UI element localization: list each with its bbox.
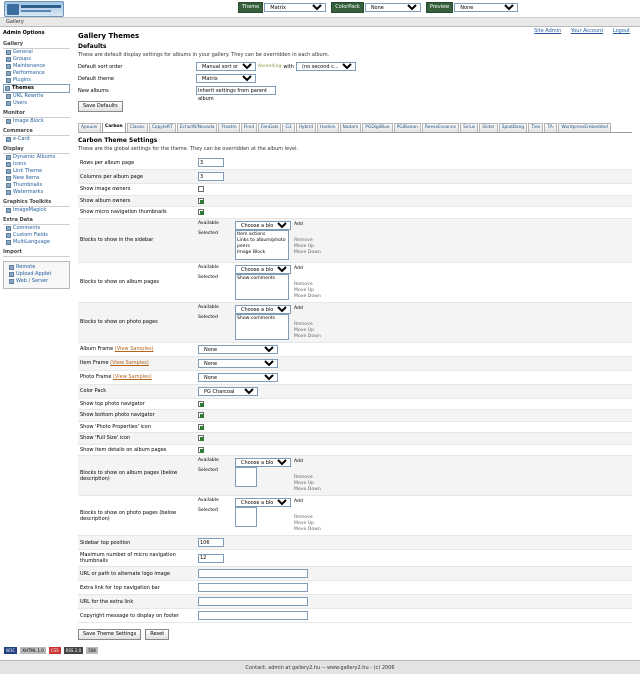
defaults-help: These are default display settings for albums in your gallery. They can be overridden in each album. xyxy=(78,52,330,58)
table-row xyxy=(78,218,632,262)
sidebar-item-thumbnails[interactable] xyxy=(3,182,70,189)
main-content xyxy=(72,27,640,646)
album-frame[interactable] xyxy=(198,345,278,354)
tab-apouier[interactable]: Apouier xyxy=(78,123,101,132)
album-below-desc-add-button[interactable]: Add xyxy=(294,459,303,464)
sidebar-item-general[interactable] xyxy=(3,49,70,56)
table-row xyxy=(78,496,632,536)
badge-css[interactable]: CSS xyxy=(50,648,59,653)
sidebar-top-position-label: Sidebar top position xyxy=(78,536,196,550)
default-sort-order-row xyxy=(78,62,632,71)
album-below-desc-movedown-button[interactable]: Move Down xyxy=(294,487,321,492)
album-icon xyxy=(6,155,11,160)
table-row xyxy=(78,567,632,581)
sidebar-group-graphics-toolkits: Graphics Toolkits xyxy=(3,199,70,207)
show-micro-nav-thumbs-label: Show micro navigation thumbnails xyxy=(78,207,196,219)
sidebar-item-label: Groups xyxy=(13,56,31,62)
show-item-details[interactable] xyxy=(198,447,204,453)
sidebar-item-label: Users xyxy=(13,100,28,106)
copyright-message-label: Copyright message to display on footer xyxy=(78,609,196,623)
table-row xyxy=(78,170,632,184)
table-row xyxy=(78,398,632,410)
show-full-size-icon-label: Show 'Full Size' icon xyxy=(78,433,196,445)
tab-slider[interactable]: Slider xyxy=(479,123,498,132)
photo-frame-label: Photo Frame xyxy=(80,374,112,380)
tab-floatm[interactable]: Floatm xyxy=(218,123,239,132)
alternate-logo-url-label: URL or path to alternate logo image xyxy=(78,567,196,581)
top-bar xyxy=(0,0,640,18)
sidebar-item-icons[interactable] xyxy=(3,161,70,168)
colorpack-select[interactable] xyxy=(365,3,421,12)
theme-label: Theme xyxy=(238,2,263,13)
sidebar-group-display: Display xyxy=(3,146,70,154)
photo-page-blocks-movedown-button[interactable]: Move Down xyxy=(294,333,321,339)
link-icon xyxy=(6,94,11,99)
badge-508[interactable]: 508 xyxy=(88,648,96,653)
photo-page-blocks-add-button[interactable]: Add xyxy=(294,305,303,311)
sidebar-item-users[interactable] xyxy=(3,100,70,107)
field-icon xyxy=(6,233,11,238)
photo-frame[interactable] xyxy=(198,373,278,382)
table-row xyxy=(78,433,632,445)
photo-page-blocks-label: Blocks to show on photo pages xyxy=(78,302,196,342)
top-controls xyxy=(238,2,523,13)
rows-per-album-page[interactable] xyxy=(198,158,224,167)
sidebar-blocks-remove-button[interactable]: Remove xyxy=(294,237,313,243)
sidebar-item-web-server[interactable] xyxy=(6,278,67,285)
table-row xyxy=(78,207,632,219)
new-albums-label: New albums xyxy=(78,87,109,94)
gallery-logo xyxy=(4,1,64,17)
link-your-account[interactable]: Your Account xyxy=(570,28,604,34)
columns-per-album-page[interactable] xyxy=(198,172,224,181)
show-bottom-photo-navigator[interactable] xyxy=(198,412,204,418)
sidebar-item-image-block[interactable] xyxy=(3,118,70,125)
footer-text: Contact: admin at gallery2.hu -- www.gallery2.hu - (c) 2006 xyxy=(245,664,395,671)
tab-copyleftt[interactable]: CopyleftT xyxy=(149,123,176,132)
save-theme-settings-button[interactable]: Save Theme Settings xyxy=(78,629,141,640)
max-micro-nav-thumbs[interactable] xyxy=(198,554,224,563)
list-item[interactable]: Links to album/photo peers xyxy=(237,237,286,249)
tab-hybrid[interactable]: Hybrid xyxy=(296,123,317,132)
selected-label: Selected xyxy=(198,274,218,280)
sidebar-blocks-label: Blocks to show in the sidebar xyxy=(78,218,196,262)
album-page-blocks-moveup-button[interactable]: Move Up xyxy=(294,287,315,293)
sidebar-item-label: e-Card xyxy=(13,136,30,142)
sidebar-item-label: Web / Server xyxy=(16,278,49,284)
preview-label: Preview xyxy=(426,2,453,13)
tab-sirius[interactable]: Sirius xyxy=(460,123,478,132)
tab-nadam[interactable]: Nadam xyxy=(340,123,362,132)
sidebar-item-upload-applet[interactable] xyxy=(6,271,67,278)
save-defaults-button[interactable]: Save Defaults xyxy=(78,101,123,112)
badge-rss[interactable]: RSS 2.0 xyxy=(65,648,82,653)
plug-icon xyxy=(6,78,11,83)
sidebar-group-gallery: Gallery xyxy=(3,41,70,49)
sidebar-blocks-available-select[interactable] xyxy=(235,221,291,230)
show-top-photo-navigator[interactable] xyxy=(198,401,204,407)
album-below-desc-picker xyxy=(198,458,630,493)
album-page-blocks-picker xyxy=(198,265,630,300)
tab-tien[interactable]: Tien xyxy=(528,123,543,132)
show-bottom-photo-navigator-label: Show bottom photo navigator xyxy=(78,410,196,422)
sort-direction-label: Ascending xyxy=(258,64,282,69)
album-page-blocks-available-select[interactable] xyxy=(235,265,291,274)
comment-icon xyxy=(6,226,11,231)
theme-select[interactable] xyxy=(264,3,326,12)
copyright-message[interactable] xyxy=(198,611,308,620)
show-item-details-label: Show item details on album pages xyxy=(78,444,196,456)
magick-icon xyxy=(6,208,11,213)
available-label: Available xyxy=(198,304,219,310)
sidebar-item-label: ImageMagick xyxy=(13,207,47,213)
sidebar-group-extra-data: Extra Data xyxy=(3,217,70,225)
new-albums-value[interactable]: Inherit settings from parent album xyxy=(196,86,276,95)
sidebar-item-new-items[interactable] xyxy=(3,175,70,182)
sidebar-item-label: Image Block xyxy=(13,118,44,124)
table-row xyxy=(78,356,632,370)
sidebar-item-themes[interactable] xyxy=(3,84,70,93)
table-row xyxy=(78,421,632,433)
sidebar-group-commerce: Commerce xyxy=(3,128,70,136)
new-icon xyxy=(6,176,11,181)
groups-icon xyxy=(6,57,11,62)
sidebar-item-groups[interactable] xyxy=(3,56,70,63)
album-page-blocks-add-button[interactable]: Add xyxy=(294,265,303,271)
sidebar-item-label: New Items xyxy=(13,175,40,181)
sidebar-item-label: MultiLanguage xyxy=(13,239,50,245)
table-row xyxy=(78,595,632,609)
footer-bar xyxy=(0,660,640,674)
default-sort-order-label: Default sort order xyxy=(78,63,123,70)
sidebar-item-multilanguage[interactable] xyxy=(3,239,70,246)
photo-page-blocks-moveup-button[interactable]: Move Up xyxy=(294,327,315,333)
tab-pgdigiblue[interactable]: PGDigiBlue xyxy=(362,123,392,132)
table-row xyxy=(78,195,632,207)
table-row xyxy=(78,410,632,422)
table-row xyxy=(78,384,632,398)
table-row xyxy=(78,302,632,342)
item-frame[interactable] xyxy=(198,359,278,368)
theme-settings-table xyxy=(78,156,632,623)
wrench-icon xyxy=(6,64,11,69)
album-frame-samples-link[interactable]: (View Samples) xyxy=(114,346,154,352)
list-item[interactable]: Image Block xyxy=(237,249,266,255)
album-below-desc-moveup-button[interactable]: Move Up xyxy=(294,481,315,486)
sidebar-item-custom-fields[interactable] xyxy=(3,232,70,239)
photo-below-desc-add-button[interactable]: Add xyxy=(294,499,303,504)
link-site-admin[interactable]: Site Admin xyxy=(534,28,562,34)
show-album-owners[interactable] xyxy=(198,198,204,204)
sidebar-blocks-moveup-button[interactable]: Move Up xyxy=(294,243,315,249)
photo-below-desc-available-select[interactable] xyxy=(235,498,291,507)
sidebar-blocks-movedown-button[interactable]: Move Down xyxy=(294,249,321,255)
photo-page-blocks-remove-button[interactable]: Remove xyxy=(294,321,313,327)
sidebar-item-link-theme[interactable] xyxy=(3,168,70,175)
sidebar-item-imagemagick[interactable] xyxy=(3,207,70,214)
sidebar xyxy=(0,27,72,291)
card-icon xyxy=(6,137,11,142)
watermark-icon xyxy=(6,190,11,195)
tab-g3[interactable]: G3 xyxy=(282,123,294,132)
sidebar-item-label: Remote xyxy=(16,264,36,270)
sidebar-item-watermarks[interactable] xyxy=(3,189,70,196)
list-item[interactable]: Item actions xyxy=(237,231,266,237)
tab-carbon[interactable]: Carbon xyxy=(102,123,126,132)
rows-per-album-page-label: Rows per album page xyxy=(78,156,196,170)
sidebar-item-label: Upload Applet xyxy=(16,271,52,277)
sidebar-group-monitor: Monitor xyxy=(3,110,70,118)
tab-reeseessance[interactable]: ReeseEssance xyxy=(422,123,459,132)
photo-frame-samples-link[interactable]: (View Samples) xyxy=(113,374,152,380)
album-page-blocks-selected-list[interactable] xyxy=(235,274,289,300)
show-image-owners-label: Show image owners xyxy=(78,184,196,196)
sidebar-item-label: Watermarks xyxy=(13,189,44,195)
album-page-blocks-label: Blocks to show on album pages xyxy=(78,262,196,302)
sidebar-item-dynamic-albums[interactable] xyxy=(3,154,70,161)
sidebar-item-url-rewrite[interactable] xyxy=(3,93,70,100)
sidebar-blocks-add-button[interactable]: Add xyxy=(294,221,303,227)
sidebar-group-import: Import xyxy=(3,249,70,257)
album-below-desc-remove-button[interactable]: Remove xyxy=(294,475,313,480)
photo-below-desc-selected-list[interactable] xyxy=(235,507,257,527)
table-row xyxy=(78,342,632,356)
second-sort-select[interactable] xyxy=(296,62,356,71)
show-image-owners[interactable] xyxy=(198,186,204,192)
sidebar-item-label: Dynamic Albums xyxy=(13,154,56,160)
remote-icon xyxy=(9,265,14,270)
selected-label: Selected xyxy=(198,508,218,513)
album-below-desc-selected-list[interactable] xyxy=(235,467,257,487)
sidebar-blocks-picker xyxy=(198,221,630,260)
photo-below-desc-movedown-button[interactable]: Move Down xyxy=(294,527,321,532)
album-page-blocks-remove-button[interactable]: Remove xyxy=(294,281,313,287)
sidebar-top-position[interactable] xyxy=(198,538,224,547)
sidebar-item-label: Custom Fields xyxy=(13,232,48,238)
available-label: Available xyxy=(198,220,219,226)
gauge-icon xyxy=(6,71,11,76)
list-item[interactable]: Show comments xyxy=(237,275,276,281)
default-theme-row xyxy=(78,74,632,83)
sidebar-item-label: Maintenance xyxy=(13,63,46,69)
max-micro-nav-thumbs-label: Maximum number of micro navigation thumbnails xyxy=(78,550,196,567)
color-pack[interactable] xyxy=(198,387,258,396)
sidebar-import-box xyxy=(3,261,70,289)
table-row xyxy=(78,536,632,550)
web-icon xyxy=(9,279,14,284)
sidebar-item-remote[interactable] xyxy=(6,264,67,271)
selected-label: Selected xyxy=(198,468,218,473)
list-item[interactable]: Show comments xyxy=(237,315,276,321)
show-top-photo-navigator-label: Show top photo navigator xyxy=(78,398,196,410)
colorpack-label: ColorPack xyxy=(331,2,364,13)
applet-icon xyxy=(9,272,14,277)
show-album-owners-label: Show album owners xyxy=(78,195,196,207)
new-albums-row xyxy=(78,86,632,102)
tab-splatbang[interactable]: SplatBang xyxy=(499,123,527,132)
reset-button[interactable]: Reset xyxy=(145,629,169,640)
tab-wordpress-embedded[interactable]: WordpressEmbedded xyxy=(558,123,611,132)
badge-w3c[interactable]: W3C xyxy=(6,648,16,653)
lang-icon xyxy=(6,240,11,245)
theme-settings-actions xyxy=(78,629,632,640)
badge-xhtml[interactable]: XHTML 1.0 xyxy=(22,648,44,653)
tab-hodein[interactable]: Hodein xyxy=(317,123,338,132)
sidebar-title: Admin Options xyxy=(3,30,45,36)
photo-page-blocks-selected-list[interactable] xyxy=(235,314,289,340)
sidebar-item-plugins[interactable] xyxy=(3,77,70,84)
sidebar-item-label: Themes xyxy=(12,85,34,91)
breadcrumb-label[interactable]: Gallery xyxy=(6,19,24,25)
photo-page-blocks-available-select[interactable] xyxy=(235,305,291,314)
sidebar-item-label: Plugins xyxy=(13,77,31,83)
show-full-size-icon[interactable] xyxy=(198,435,204,441)
preview-select[interactable] xyxy=(454,3,518,12)
link-theme-icon xyxy=(6,169,11,174)
link-logout[interactable]: Logout xyxy=(612,28,630,34)
table-row xyxy=(78,550,632,567)
table-row xyxy=(78,156,632,170)
sidebar-item-performance[interactable] xyxy=(3,70,70,77)
sidebar-item-label: General xyxy=(13,49,33,55)
default-theme-select[interactable] xyxy=(196,74,256,83)
show-photo-properties-icon-label: Show 'Photo Properties' icon xyxy=(78,421,196,433)
with-label: with xyxy=(283,63,294,70)
sidebar-item-label: URL Rewrite xyxy=(13,93,44,99)
table-row xyxy=(78,581,632,595)
tab-flind[interactable]: Flind xyxy=(241,123,258,132)
color-pack-label: Color Pack xyxy=(78,384,196,398)
theme-settings-heading: Carbon Theme Settings xyxy=(78,137,158,144)
selected-label: Selected xyxy=(198,314,218,320)
photo-page-blocks-picker xyxy=(198,305,630,340)
defaults-heading: Defaults xyxy=(78,43,107,50)
sidebar-item-label: Link Theme xyxy=(13,168,43,174)
table-row xyxy=(78,370,632,384)
show-micro-nav-thumbs[interactable] xyxy=(198,209,204,215)
table-row xyxy=(78,184,632,196)
table-row xyxy=(78,609,632,623)
theme-icon xyxy=(5,86,10,91)
tab-fangals[interactable]: FanGals xyxy=(258,123,281,132)
top-links xyxy=(526,28,630,34)
available-label: Available xyxy=(198,498,219,503)
validator-badges xyxy=(4,647,98,654)
table-row xyxy=(78,456,632,496)
extra-link-label[interactable] xyxy=(198,583,308,592)
sidebar-blocks-selected-list[interactable] xyxy=(235,230,289,260)
sidebar-item-label: Comments xyxy=(13,225,41,231)
photo-below-desc-blocks-label: Blocks to show on photo pages (below description) xyxy=(78,496,196,536)
item-frame-samples-link[interactable]: (View Samples) xyxy=(110,360,149,366)
extra-link-label-label: Extra link for top navigation bar xyxy=(78,581,196,595)
tab-pgibanan[interactable]: PGiBanan xyxy=(394,123,421,132)
tab-ta[interactable]: TA- xyxy=(544,123,557,132)
show-photo-properties-icon[interactable] xyxy=(198,424,204,430)
alternate-logo-url[interactable] xyxy=(198,569,308,578)
sidebar-item-ecard[interactable] xyxy=(3,136,70,143)
available-label: Available xyxy=(198,264,219,270)
page-title: Gallery Themes xyxy=(78,32,140,40)
breadcrumb[interactable] xyxy=(0,18,640,27)
sidebar-item-label: Icons xyxy=(13,161,27,167)
image-icon xyxy=(6,119,11,124)
album-below-desc-blocks-label: Blocks to show on album pages (below description) xyxy=(78,456,196,496)
selected-label: Selected xyxy=(198,230,218,236)
gear-icon xyxy=(6,50,11,55)
thumb-icon xyxy=(6,183,11,188)
album-below-desc-available-select[interactable] xyxy=(235,458,291,467)
default-sort-order-select[interactable] xyxy=(196,62,256,71)
icons-icon xyxy=(6,162,11,167)
columns-per-album-page-label: Columns per album page xyxy=(78,170,196,184)
photo-below-desc-picker xyxy=(198,498,630,533)
photo-below-desc-moveup-button[interactable]: Move Up xyxy=(294,521,315,526)
theme-tabs xyxy=(78,123,632,133)
sidebar-item-maintenance[interactable] xyxy=(3,63,70,70)
table-row xyxy=(78,444,632,456)
album-page-blocks-movedown-button[interactable]: Move Down xyxy=(294,293,321,299)
sidebar-item-comments[interactable] xyxy=(3,225,70,232)
default-theme-label: Default theme xyxy=(78,75,115,82)
theme-settings-help: These are the global settings for the theme. They can be overridden at the album level. xyxy=(78,146,299,152)
photo-below-desc-remove-button[interactable]: Remove xyxy=(294,515,313,520)
picker-labels xyxy=(198,221,232,241)
sidebar-item-label: Thumbnails xyxy=(13,182,43,188)
extra-link-url-label: URL for the extra link xyxy=(78,595,196,609)
extra-link-url[interactable] xyxy=(198,597,308,606)
album-frame-label: Album Frame xyxy=(80,346,114,352)
user-icon xyxy=(6,101,11,106)
item-frame-label: Item Frame xyxy=(80,360,109,366)
tab-classic[interactable]: Classic xyxy=(127,123,148,132)
tab-echo-nevada[interactable]: Echo/W/Nevada xyxy=(177,123,218,132)
sidebar-item-label: Performance xyxy=(13,70,45,76)
table-row xyxy=(78,262,632,302)
available-label: Available xyxy=(198,458,219,463)
